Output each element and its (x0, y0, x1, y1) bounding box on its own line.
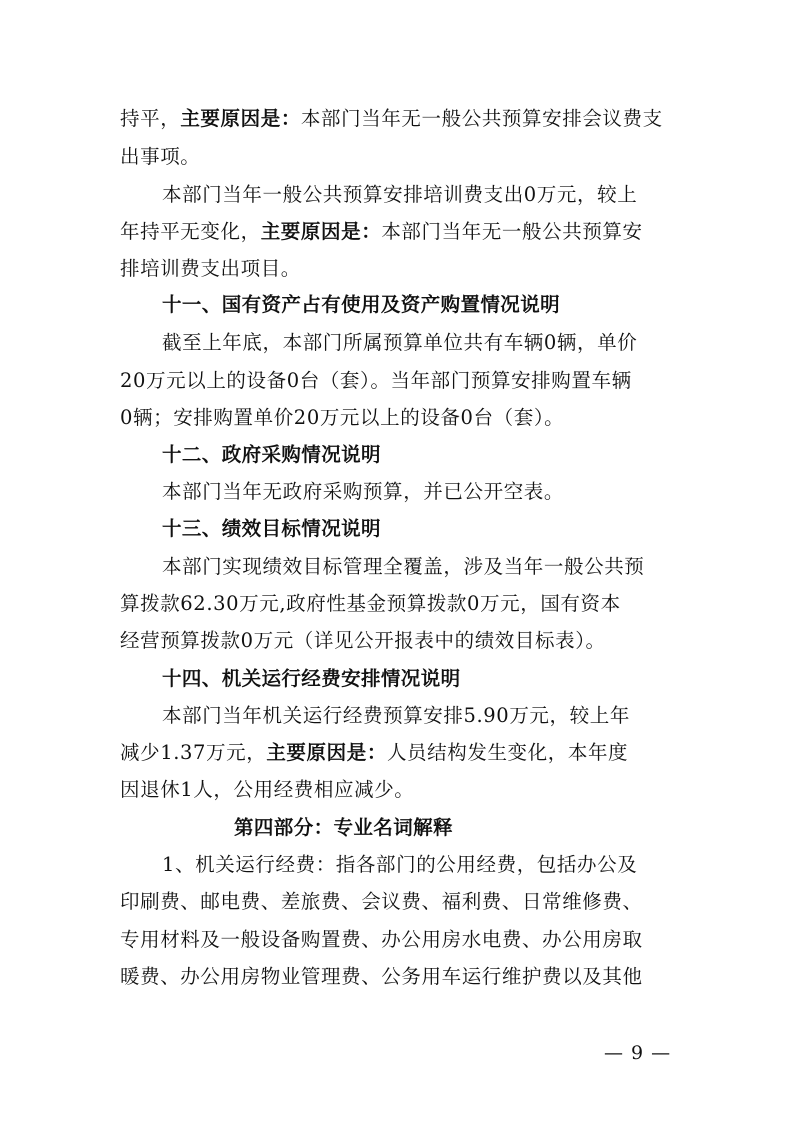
paragraph-line: 本部门实现绩效目标管理全覆盖，涉及当年一般公共预 (162, 555, 645, 578)
paragraph-line: 排培训费支出项目。 (120, 257, 301, 280)
paragraph-line: 截至上年底，本部门所属预算单位共有车辆0辆，单价 (162, 331, 638, 354)
paragraph-line: 本部门当年机关运行经费预算安排5.90万元，较上年 (162, 704, 630, 727)
paragraph-line (120, 219, 680, 245)
text-fragment: 持平， (120, 107, 181, 130)
emphasis-text: 主要原因是： (260, 220, 382, 243)
paragraph-line: 印刷费、邮电费、差旅费、会议费、福利费、日常维修费、 (120, 890, 643, 913)
emphasis-text: 主要原因是： (266, 741, 387, 764)
page-number: — 9 — (604, 1042, 672, 1064)
paragraph-line (120, 740, 680, 766)
section-heading-14: 十四、机关运行经费安排情况说明 (162, 667, 461, 690)
text-fragment: 本部门当年无一般公共预算安 (381, 220, 643, 243)
paragraph-line: 1、机关运行经费：指各部门的公用经费，包括办公及 (162, 853, 638, 876)
paragraph-line: 经营预算拨款0万元（详见公开报表中的绩效目标表）。 (120, 629, 606, 652)
paragraph-line: 本部门当年无政府采购预算，并已公开空表。 (162, 480, 565, 503)
emphasis-text: 主要原因是： (180, 107, 301, 130)
paragraph-line: 专用材料及一般设备购置费、办公用房水电费、办公用房取 (120, 928, 643, 951)
paragraph-line: 出事项。 (120, 145, 201, 168)
paragraph-line: 0辆；安排购置单价20万元以上的设备0台（套）。 (120, 406, 565, 429)
text-fragment: 年持平无变化， (120, 220, 261, 243)
text-fragment: 减少1.37万元， (120, 741, 267, 764)
paragraph-line: 本部门当年一般公共预算安排培训费支出0万元，较上 (162, 183, 638, 206)
section-heading-13: 十三、绩效目标情况说明 (162, 517, 381, 540)
paragraph-line (120, 106, 680, 132)
text-fragment: 本部门当年无一般公共预算安排会议费支 (300, 107, 663, 130)
paragraph-line: 暖费、办公用房物业管理费、公务用车运行维护费以及其他 (120, 965, 643, 988)
text-fragment: 人员结构发生变化，本年度 (386, 741, 629, 764)
paragraph-line: 算拨款62.30万元,政府性基金预算拨款0万元，国有资本 (120, 592, 621, 615)
paragraph-line: 因退休1人，公用经费相应减少。 (120, 778, 415, 801)
section-heading-12: 十二、政府采购情况说明 (162, 443, 381, 466)
paragraph-line: 20万元以上的设备0台（套）。当年部门预算安排购置车辆 (120, 369, 632, 392)
section-heading-11: 十一、国有资产占有使用及资产购置情况说明 (162, 293, 561, 316)
part-four-title: 第四部分：专业名词解释 (234, 816, 453, 839)
